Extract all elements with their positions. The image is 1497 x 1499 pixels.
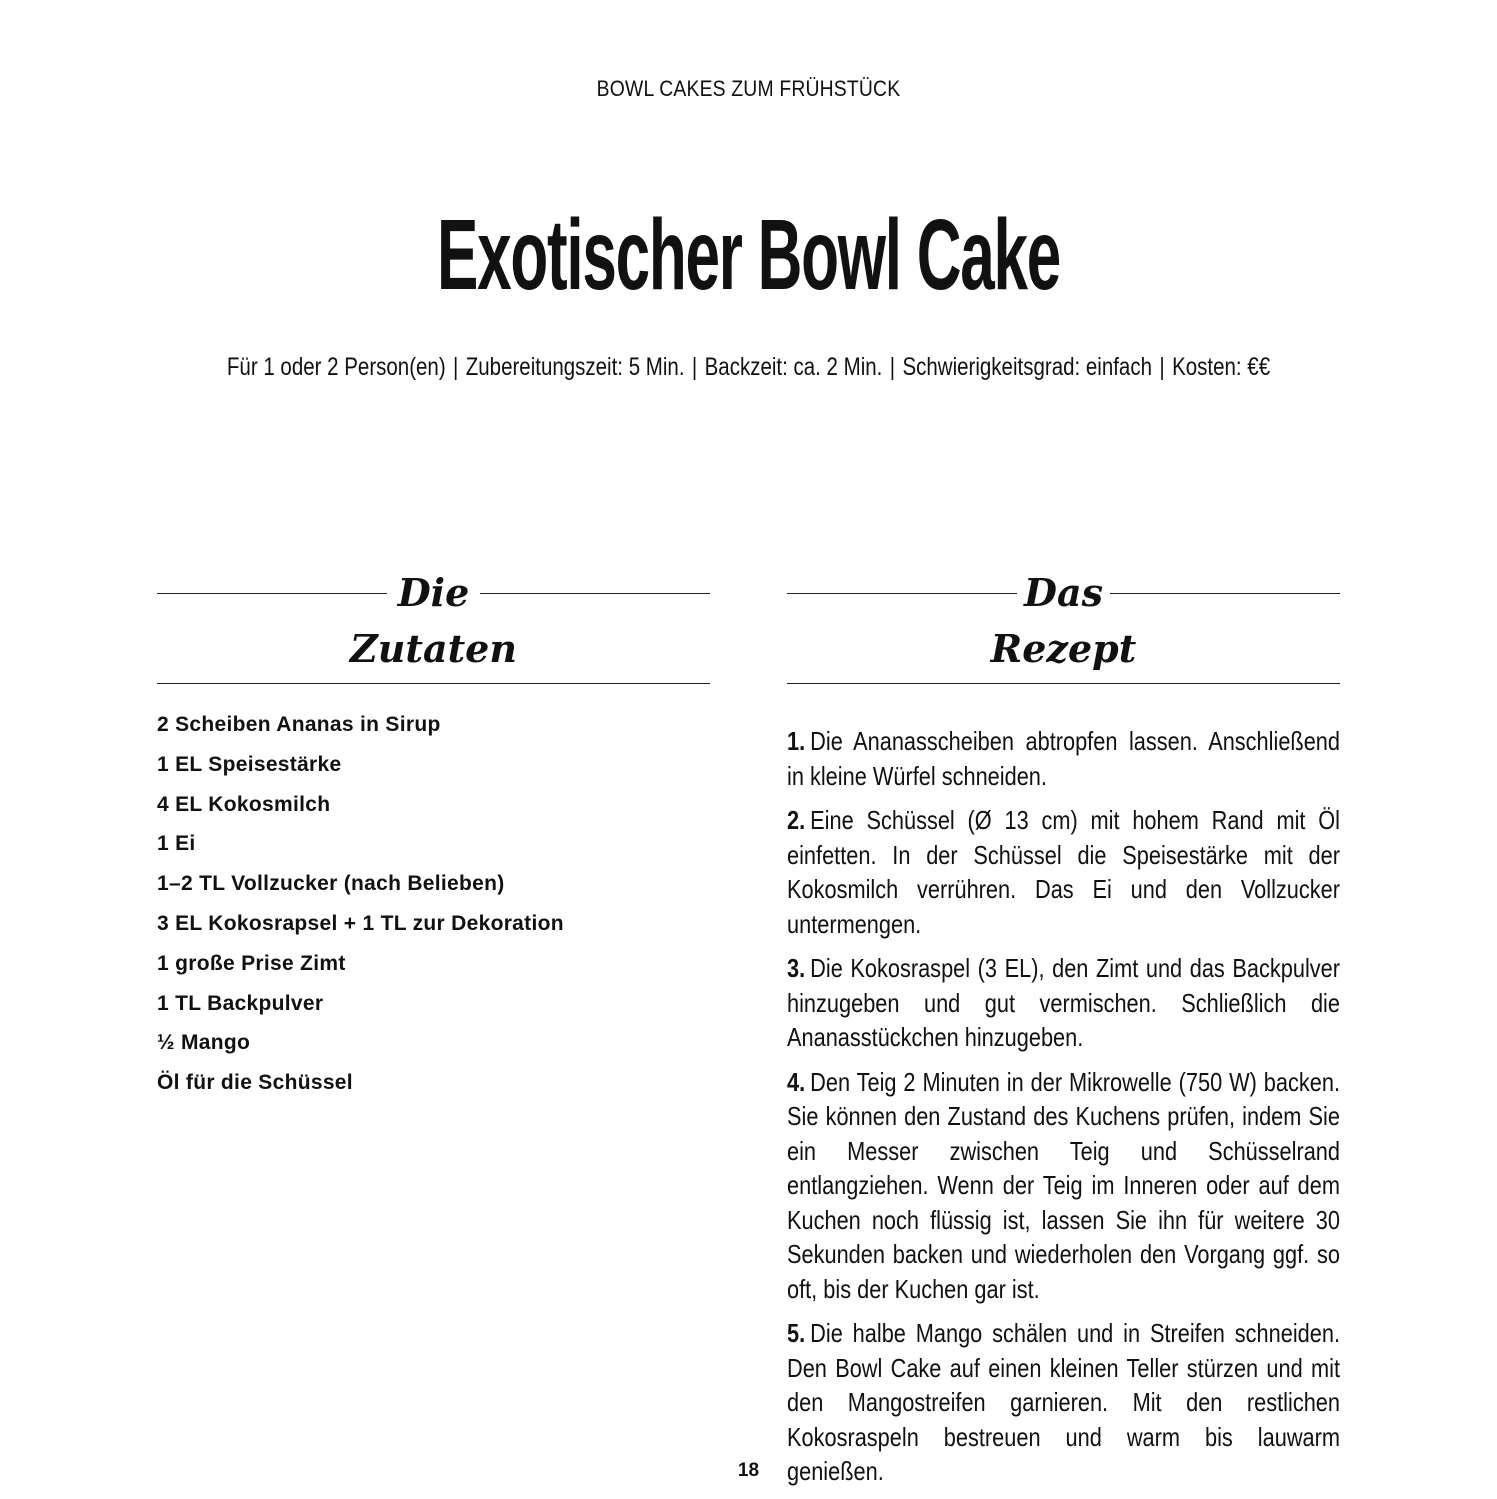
ingredient-item: 3 EL Kokosrapsel + 1 TL zur Dekoration	[157, 911, 564, 935]
step-number: 5.	[787, 1318, 806, 1348]
page-title: Exotischer Bowl Cake	[436, 199, 1060, 311]
ingredient-item: 1 Ei	[157, 832, 196, 856]
recipe-column	[787, 570, 1340, 1486]
recipe-heading-line2: Rezept	[990, 626, 1137, 671]
ingredient-item: 1 große Prise Zimt	[157, 951, 346, 975]
step-number: 3.	[787, 953, 806, 983]
ingredient-item: 1 TL Backpulver	[157, 991, 324, 1015]
running-head: BOWL CAKES ZUM FRÜHSTÜCK	[596, 76, 901, 101]
ingredients-column	[157, 570, 710, 1095]
recipe-heading-line1: Das	[1024, 570, 1103, 615]
step-number: 4.	[787, 1066, 806, 1097]
ingredients-heading-line2: Zutaten	[350, 626, 517, 671]
recipe-meta	[135, 353, 1363, 382]
ingredient-item: 2 Scheiben Ananas in Sirup	[157, 713, 441, 736]
recipe-steps	[787, 724, 1340, 1499]
recipe-step	[787, 1065, 1340, 1307]
ingredients-list	[157, 710, 564, 1108]
ingredient-item: Öl für die Schüssel	[157, 1071, 353, 1095]
meta-separator: |	[453, 353, 459, 381]
meta-separator: |	[691, 353, 698, 381]
ingredients-heading	[157, 570, 710, 686]
prep-time: Zubereitungszeit: 5 Min.	[465, 353, 685, 381]
step-text: Die Ananasscheiben abtropfen lassen. Anschließend in kleine Würfel schneiden.	[787, 726, 1340, 791]
ingredient-item: 4 EL Kokosmilch	[157, 792, 331, 816]
ingredient-item: 1 EL Speisestärke	[157, 752, 342, 776]
cost: Kosten: €€	[1172, 353, 1271, 381]
step-text: Die halbe Mango schälen und in Streifen schneiden. Den Bowl Cake auf einen kleinen Teller stürzen und mit den Mangostreifen garnieren. Mit den restlichen Kokosraspeln bestreuen und warm bis lauwarm genießen.	[787, 1318, 1340, 1486]
step-number: 2.	[787, 805, 806, 835]
step-number: 1.	[787, 726, 806, 756]
heading-rule	[157, 683, 710, 684]
heading-rule	[787, 683, 1340, 684]
step-text: Die Kokosraspel (3 EL), den Zimt und das Backpulver hinzugeben und gut vermischen. Schließlich die Ananasstückchen hinzugeben.	[787, 953, 1340, 1052]
meta-separator: |	[889, 353, 896, 381]
recipe-step	[787, 724, 1340, 793]
step-text: Eine Schüssel (Ø 13 cm) mit hohem Rand mit Öl einfetten. In der Schüssel die Speisestärke mit der Kokosmilch verrühren. Das Ei und den Vollzucker untermengen.	[787, 805, 1340, 939]
recipe-step	[787, 803, 1340, 941]
recipe-step	[787, 951, 1340, 1055]
servings: Für 1 oder 2 Person(en)	[226, 353, 446, 381]
difficulty: Schwierigkeitsgrad: einfach	[902, 353, 1152, 381]
ingredients-heading-line1: Die	[397, 570, 470, 615]
ingredient-item: 1–2 TL Vollzucker (nach Belieben)	[157, 872, 505, 896]
step-text: Den Teig 2 Minuten in der Mikrowelle (750 W) backen. Sie können den Zustand des Kuchens prüfen, indem Sie ein Messer zwischen Teig und Schüsselrand entlangziehen. Wenn der Teig im Inneren oder auf dem Kuchen noch flüssig ist, lassen Sie ihn für weitere 30 Sekunden backen und wiederholen den Vorgang ggf. so oft, bis der Kuchen gar ist.	[787, 1066, 1340, 1304]
meta-separator: |	[1159, 353, 1165, 381]
ingredient-item: ½ Mango	[157, 1031, 251, 1055]
recipe-heading	[787, 570, 1340, 686]
page-number: 18	[737, 1460, 760, 1481]
bake-time: Backzeit: ca. 2 Min.	[704, 353, 883, 381]
